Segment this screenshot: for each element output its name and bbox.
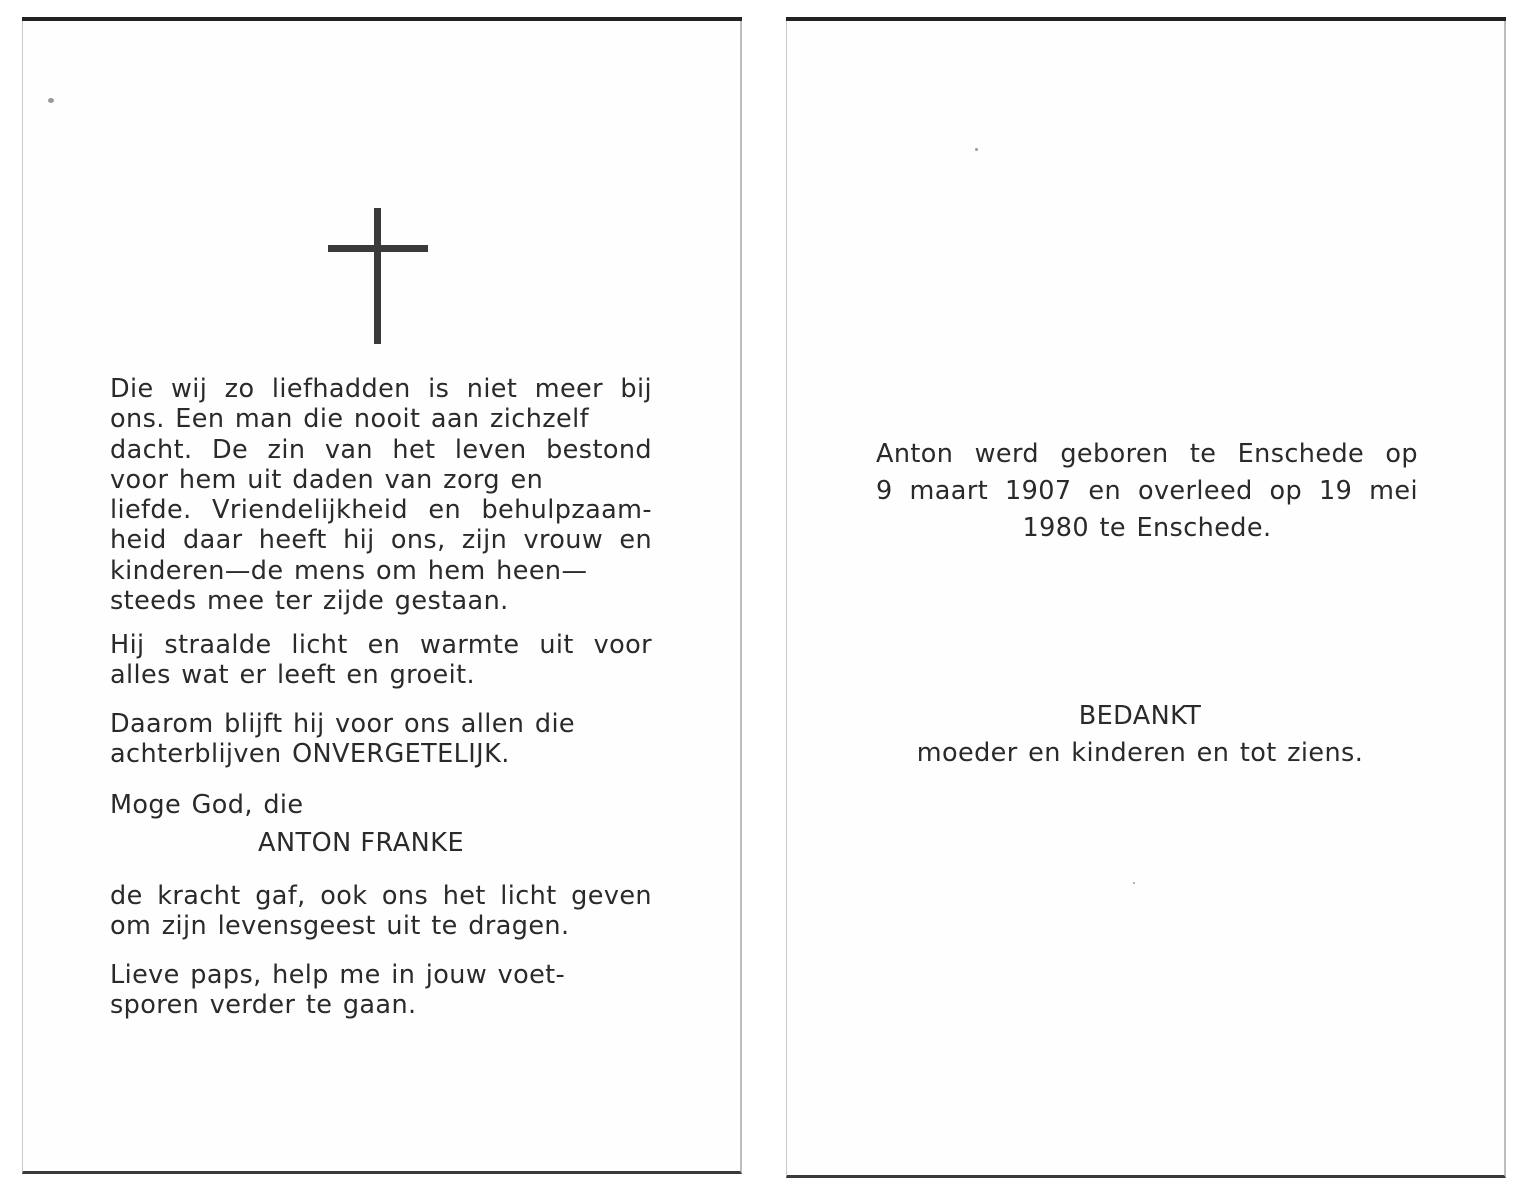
paragraph-prayer [110,790,652,820]
paper-speck [1133,882,1135,884]
text-line: heid daar heeft hij ons, zijn vrouw en [110,525,652,556]
paper-speck [48,98,54,103]
birth-death-info [876,436,1418,547]
text-line: steeds mee ter zijde gestaan. [110,586,509,617]
text-line: de kracht gaf, ook ons het licht geven [110,881,652,911]
text-line: Lieve paps, help me in jouw voet- [110,960,566,990]
memorial-card-right [786,20,1506,1178]
text-line: sporen verder te gaan. [110,990,417,1021]
text-line: Anton werd geboren te Enschede op [876,439,1418,469]
text-line: voor hem uit daden van zorg en [110,464,544,495]
text-line: Daarom blijft hij voor ons allen die [110,709,576,739]
paragraph-farewell [110,960,652,1021]
cross-icon [374,208,381,344]
paragraph-intro [110,374,652,616]
paragraph-light [110,630,652,691]
text-line: achterblijven ONVERGETELIJK. [110,739,510,770]
text-line: 1980 te Enschede. [1022,513,1272,543]
text-line: Die wij zo liefhadden is niet meer bij [110,374,652,404]
text-line: kinderen—de mens om hem heen— [110,555,588,586]
deceased-name: ANTON FRANKE [258,828,465,858]
paragraph-unforgettable [110,709,652,770]
thanks-message: moeder en kinderen en tot ziens. [916,738,1364,768]
text-line: liefde. Vriendelijkheid en behulpzaam- [110,495,652,526]
text-line: Moge God, die [110,790,304,820]
text-line: Hij straalde licht en warmte uit voor [110,630,652,660]
paragraph-strength [110,881,652,942]
cross-icon-crossbar [328,245,428,252]
thanks-heading: BEDANKT [1078,701,1202,731]
text-line: ons. Een man die nooit aan zichzelf [110,404,589,435]
paper-speck [975,148,978,151]
text-line: om zijn levensgeest uit te dragen. [110,911,570,942]
text-line: alles wat er leeft en groeit. [110,660,475,691]
text-line: 9 maart 1907 en overleed op 19 mei [876,476,1418,506]
text-line: dacht. De zin van het leven bestond [110,434,652,465]
